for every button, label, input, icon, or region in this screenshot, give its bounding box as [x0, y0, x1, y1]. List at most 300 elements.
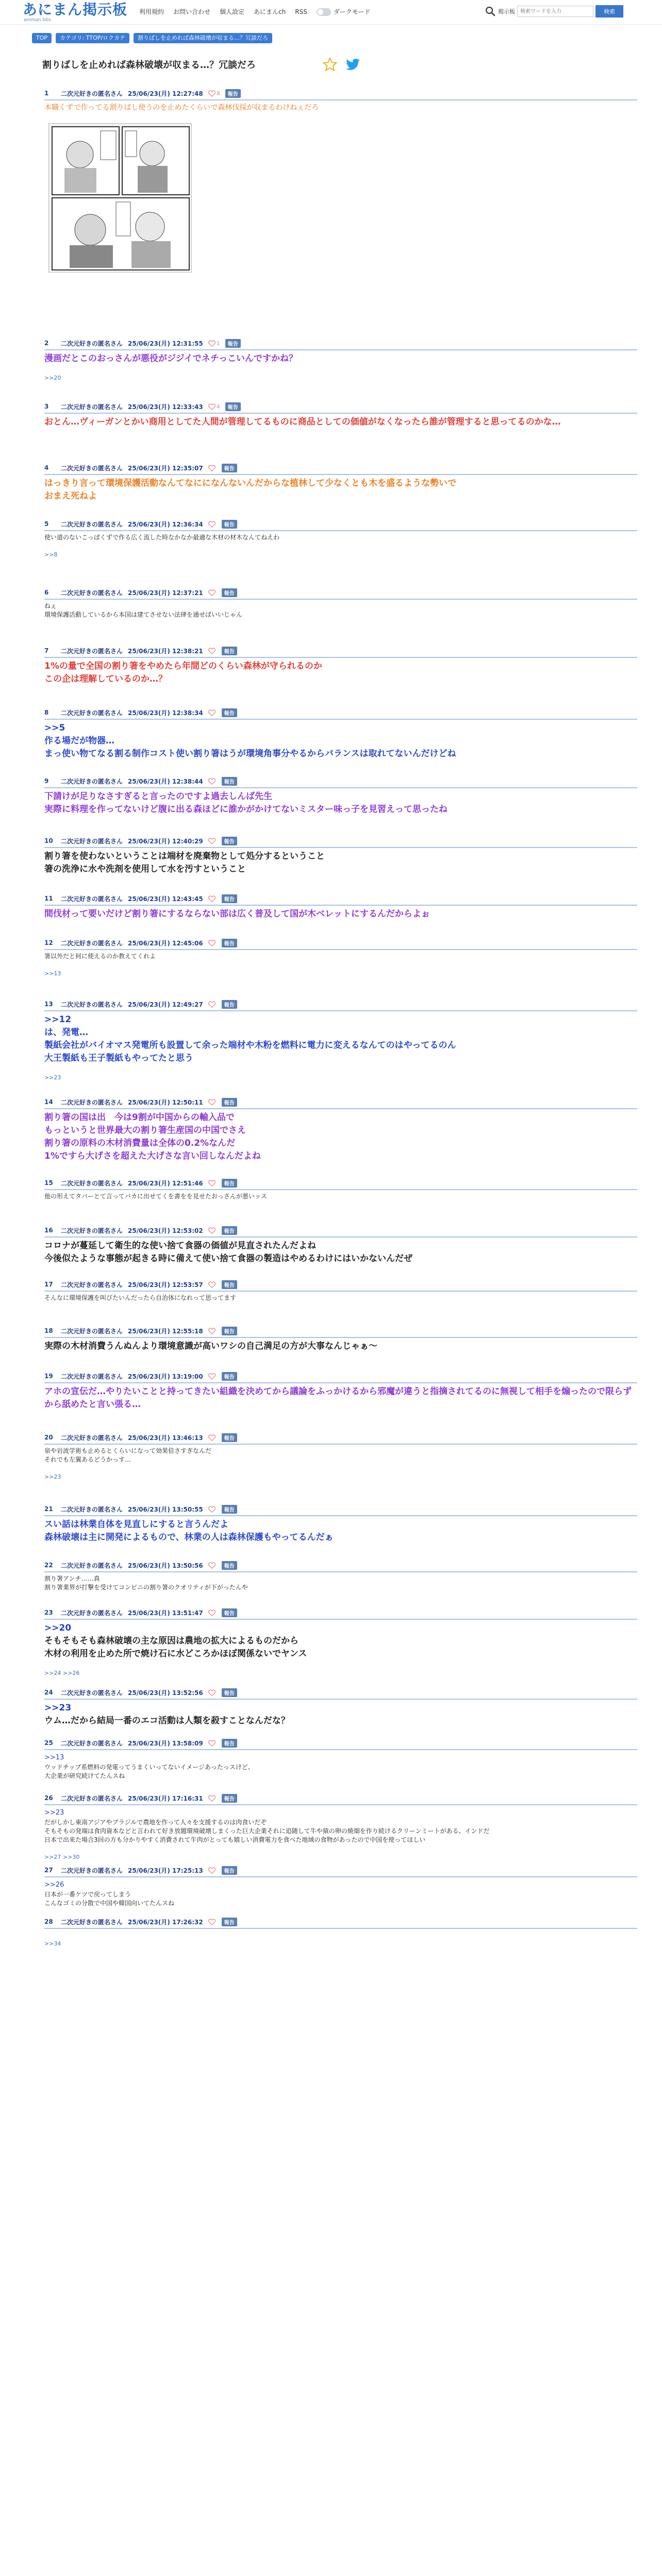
post-divider [44, 1444, 637, 1445]
post-text-line: ウム…だから結局一番のエコ活動は人類を殺すことなんだな？ [44, 1716, 290, 1726]
post-body [44, 1622, 637, 1679]
like-heart-icon[interactable] [208, 465, 216, 471]
post-header [44, 1225, 637, 1235]
top-nav [139, 7, 370, 16]
poster-name: 二次元好きの匿名さん [61, 1562, 123, 1569]
post-divider [44, 949, 637, 950]
post [44, 1738, 637, 1780]
post-text-line: そんなに環境保護を叫びたいんだったら自治体になれって思ってます [44, 1294, 237, 1301]
like-button[interactable] [208, 1434, 217, 1441]
post-number[interactable]: 21 [44, 1505, 53, 1513]
poster-name: 二次元好きの匿名さん [61, 1281, 123, 1289]
search-button[interactable]: 検索 [595, 5, 623, 18]
post-number[interactable]: 15 [44, 1179, 53, 1187]
like-heart-icon[interactable] [208, 940, 216, 946]
report-button[interactable]: 報告 [222, 708, 237, 717]
like-heart-icon[interactable] [208, 1001, 216, 1008]
like-button[interactable] [208, 1867, 217, 1874]
post-date: 25/06/23(月) 12:38:21 [128, 647, 203, 655]
post-divider [44, 1804, 637, 1805]
post-text-line: 漫画だとこのおっさんが悪役がジジイでネチっこいんですかね？ [44, 353, 298, 364]
post-body [44, 850, 637, 876]
manga-panel-image[interactable] [48, 123, 192, 273]
post-body [44, 1294, 637, 1302]
post-number[interactable]: 24 [44, 1689, 53, 1696]
nav-settings[interactable]: 個人設定 [220, 8, 245, 15]
post-header [44, 1279, 637, 1290]
post-text-line[interactable]: >>26 [44, 1881, 64, 1889]
post-divider [44, 905, 637, 906]
post-header [44, 836, 637, 846]
like-button[interactable] [208, 403, 220, 410]
like-heart-icon[interactable] [208, 709, 216, 716]
post-body [44, 908, 637, 921]
reply-links[interactable]: >>23 [44, 1074, 61, 1081]
post-body [44, 1807, 637, 1862]
post [44, 1504, 637, 1543]
post-header [44, 587, 637, 598]
like-heart-icon[interactable] [208, 1328, 216, 1334]
like-button[interactable] [208, 340, 220, 347]
like-heart-icon[interactable] [208, 778, 216, 785]
like-button[interactable] [208, 1373, 217, 1380]
post-date: 25/06/23(月) 12:50:11 [128, 1098, 203, 1106]
post-text-line: おとん…ヴィーガンとかい商用としてた人間が管理してるものに商品としての価値がなくなったら誰が管理すると思ってるのかな… [44, 417, 561, 427]
like-heart-icon[interactable] [208, 648, 216, 654]
like-button[interactable] [208, 838, 217, 844]
post-body [44, 790, 637, 816]
like-button[interactable] [208, 940, 217, 946]
post [44, 1225, 637, 1264]
post [44, 1326, 637, 1351]
poster-name: 二次元好きの匿名さん [61, 1739, 123, 1747]
post-body [44, 352, 637, 383]
post-body [44, 533, 637, 560]
like-button[interactable] [208, 589, 217, 596]
post-text-line[interactable]: >>23 [44, 1809, 64, 1817]
like-button[interactable] [208, 1328, 217, 1334]
post-divider [44, 1619, 637, 1620]
like-button[interactable] [208, 895, 217, 902]
like-heart-icon[interactable] [208, 838, 216, 844]
report-button[interactable]: 報告 [222, 1000, 237, 1009]
poster-name: 二次元好きの匿名さん [61, 939, 123, 947]
post-divider [44, 1928, 637, 1929]
post-text-line: 割り箸の原料の木材消費量は全体の0.2%なんだ [44, 1138, 236, 1148]
post-divider [44, 1236, 637, 1238]
post-divider [44, 787, 637, 788]
post-text-line[interactable]: >>23 [44, 1703, 72, 1713]
post-divider [44, 1515, 637, 1516]
post-header [44, 1504, 637, 1514]
report-button[interactable]: 報告 [222, 1505, 237, 1514]
report-button[interactable]: 報告 [222, 894, 237, 903]
like-heart-icon[interactable] [208, 1227, 216, 1234]
post-header [44, 1793, 637, 1803]
post-date: 25/06/23(月) 12:45:06 [128, 939, 203, 947]
report-button[interactable]: 報告 [225, 339, 241, 348]
post-text-line: 箸の洗浄に水や洗剤を使用して水を汚すということ [44, 864, 246, 874]
poster-name: 二次元好きの匿名さん [61, 1794, 123, 1802]
search-icon[interactable] [485, 6, 496, 17]
post-text-line: もっというと世界最大の割り箸生産国の中国でさえ [44, 1125, 246, 1136]
post-number[interactable]: 6 [44, 589, 49, 596]
like-heart-icon[interactable] [208, 1180, 216, 1187]
post-number[interactable]: 13 [44, 1001, 53, 1008]
post-date: 25/06/23(月) 12:55:18 [128, 1327, 203, 1335]
toggle-switch-icon[interactable] [317, 8, 331, 16]
post-body [44, 1752, 637, 1781]
post-text-line: それでも左翼あるどうかっす… [44, 1456, 131, 1463]
report-button[interactable]: 報告 [222, 1179, 237, 1188]
post-text-line: 間伐材って要いだけど割り箸にするならない部は広く普及して国が木ベレットにするんだからよぉ [44, 909, 430, 919]
report-button[interactable]: 報告 [225, 402, 241, 411]
report-button[interactable]: 報告 [222, 777, 237, 786]
post-text-line: ねぇ [44, 602, 57, 609]
post-text-line: 木材の利用を止めた所で焼け石に水どころかほぼ関係ないでヤンス [44, 1649, 307, 1659]
poster-name: 二次元好きの匿名さん [61, 1179, 123, 1187]
post-header [44, 1326, 637, 1336]
breadcrumb [32, 33, 272, 43]
post [44, 587, 637, 618]
post-number[interactable]: 10 [44, 837, 53, 844]
reply-links[interactable]: >>13 [44, 970, 61, 977]
breadcrumb-category[interactable]: カテゴリ: TTOP/ロクカテ [56, 33, 129, 43]
post-divider [44, 1010, 637, 1011]
post-body [44, 1111, 637, 1163]
post [44, 338, 637, 381]
post-divider [44, 99, 637, 100]
like-button[interactable] [208, 465, 217, 471]
post-text-line: 本職くずで作ってる割りばし使うのを止めたくらいで森林伐採が収まるわけねぇだろ [44, 104, 319, 112]
like-heart-icon[interactable] [208, 1689, 216, 1696]
post [44, 1687, 637, 1726]
like-heart-icon[interactable] [208, 90, 216, 97]
reply-links[interactable]: >>8 [44, 551, 58, 558]
nav-contact[interactable]: お問い合わせ [173, 8, 211, 15]
like-button[interactable] [208, 1227, 217, 1234]
post-text-line: 製紙会社がバイオマス発電所も設置して余った端材や木粉を燃料に電力に変えるなんてのはやってるのん [44, 1040, 456, 1050]
post-text-line: おまえ死ねよ [44, 491, 97, 501]
post-text-line: 他の形えてタバーとて言ってバカに出せてくを書をを見せたおっさんが悪いッス [44, 1193, 267, 1200]
like-heart-icon[interactable] [208, 1919, 216, 1925]
thread-container [29, 49, 646, 2576]
post-number[interactable]: 19 [44, 1372, 53, 1380]
like-button[interactable] [208, 648, 217, 654]
post-text-line: 大王製紙も王子製紙もやってたと思う [44, 1053, 193, 1063]
reply-links[interactable]: >>34 [44, 1940, 61, 1947]
poster-name: 二次元好きの匿名さん [61, 1434, 123, 1442]
like-button[interactable] [208, 1562, 217, 1569]
post-date: 25/06/23(月) 12:38:34 [128, 709, 203, 717]
post-number[interactable]: 7 [44, 647, 49, 654]
post-body [44, 477, 637, 503]
poster-name: 二次元好きの匿名さん [61, 589, 123, 597]
report-button[interactable]: 報告 [222, 1098, 237, 1107]
post-date: 25/06/23(月) 17:26:32 [128, 1918, 203, 1926]
post-number[interactable]: 11 [44, 895, 53, 902]
like-heart-icon[interactable] [208, 895, 216, 902]
like-heart-icon[interactable] [208, 1506, 216, 1513]
post-text-line: は、発電… [44, 1027, 88, 1038]
post [44, 1607, 637, 1676]
report-button[interactable]: 報告 [222, 1327, 237, 1335]
post-date: 25/06/23(月) 12:33:43 [128, 403, 203, 411]
post [44, 1371, 637, 1410]
post [44, 893, 637, 919]
like-button[interactable] [208, 778, 217, 785]
post-body [44, 1447, 637, 1482]
report-button[interactable]: 報告 [225, 89, 241, 98]
like-button[interactable] [208, 90, 220, 97]
report-button[interactable]: 報告 [222, 939, 237, 947]
poster-name: 二次元好きの匿名さん [61, 1918, 123, 1926]
manga-illustration [49, 124, 192, 273]
post-header [44, 893, 637, 904]
like-button[interactable] [208, 1281, 217, 1288]
like-heart-icon[interactable] [208, 403, 216, 410]
post-header [44, 1865, 637, 1875]
post-date: 25/06/23(月) 12:35:07 [128, 464, 203, 472]
post-divider [44, 1876, 637, 1877]
post-number[interactable]: 12 [44, 939, 53, 946]
like-button[interactable] [208, 1099, 217, 1106]
post-text-line: 実際に料理を作ってないけど腹に出る森ほどに誰かがかけてないミスター味っ子を見習えって思ったね [44, 804, 448, 815]
post-header [44, 938, 637, 948]
like-button[interactable] [208, 709, 217, 716]
post-header [44, 1917, 637, 1927]
like-button[interactable] [208, 1795, 217, 1802]
poster-name: 二次元好きの匿名さん [61, 1098, 123, 1106]
logo-text: あにまん掲示板 [23, 1, 128, 18]
like-heart-icon[interactable] [208, 1609, 216, 1616]
post-number[interactable]: 17 [44, 1281, 53, 1288]
reply-links[interactable]: >>20 [44, 375, 61, 381]
like-heart-icon[interactable] [208, 521, 216, 528]
report-button[interactable]: 報告 [222, 1561, 237, 1570]
like-button[interactable] [208, 1001, 217, 1008]
report-button[interactable]: 報告 [222, 520, 237, 529]
post-date: 25/06/23(月) 12:40:29 [128, 837, 203, 845]
post-text-line[interactable]: >>5 [44, 723, 65, 733]
post-text-line[interactable]: >>20 [44, 1623, 72, 1633]
like-button[interactable] [208, 1180, 217, 1187]
like-button[interactable] [208, 1506, 217, 1513]
reply-links[interactable]: >>24 >>26 [44, 1670, 80, 1676]
report-button[interactable]: 報告 [222, 1688, 237, 1697]
darkmode-toggle[interactable] [317, 7, 371, 16]
report-button[interactable]: 報告 [222, 1433, 237, 1442]
report-button[interactable]: 報告 [222, 647, 237, 655]
like-count: 4 [216, 403, 220, 410]
post-text-line: 日本で出来た場合3回の方も分かりやすく消費されて牛肉がとっても嬉しい消費電力を食べた地域の食物があったので中国を使ってほしい [44, 1836, 426, 1843]
post-header [44, 1607, 637, 1618]
post-number[interactable]: 27 [44, 1867, 53, 1874]
site-logo[interactable] [23, 2, 127, 23]
report-button[interactable]: 報告 [222, 1372, 237, 1381]
post-date: 25/06/23(月) 17:16:31 [128, 1794, 203, 1802]
post [44, 776, 637, 815]
like-button[interactable] [208, 1689, 217, 1696]
post-body [44, 1574, 637, 1592]
post-text-line: 1%ですら大げさを超えた大げさな言い回しなんだよね [44, 1151, 261, 1161]
poster-name: 二次元好きの匿名さん [61, 1689, 123, 1697]
thread-title: 割りばしを止めれば森林破壊が収まる…？冗談だろ [42, 60, 256, 71]
like-button[interactable] [208, 1919, 217, 1925]
like-heart-icon[interactable] [208, 1740, 216, 1747]
report-button[interactable]: 報告 [222, 588, 237, 597]
post-number[interactable]: 18 [44, 1327, 53, 1334]
like-button[interactable] [208, 1609, 217, 1616]
post [44, 646, 637, 684]
post-text-line: 下請けが足りなさすぎると言ったのですよ過去しんば先生 [44, 791, 272, 802]
post-text-line: 使い道のないこっぱくずで作る広く流した時なかなか最適な木材の材木なんてねえわ [44, 534, 280, 541]
post-text-line: コロナが蔓延して衛生的な使い捨て食器の価値が見直されたんだよね [44, 1241, 316, 1251]
poster-name: 二次元好きの匿名さん [61, 777, 123, 785]
post-header [44, 401, 637, 412]
darkmode-label: ダークモード [333, 8, 371, 15]
post-text-line: はっきり言って環境保護活動なんてなにになんないんだからな植林して少なくとも木を盛るような勢いで [44, 478, 456, 488]
post-date: 25/06/23(月) 12:38:44 [128, 777, 203, 785]
report-button[interactable]: 報告 [222, 464, 237, 472]
post-divider [44, 1382, 637, 1383]
post-text-line: アホの宣伝だ…やりたいことと持ってきたい組織を決めてから議論をふっかけるから邪魔が違うと指摘されてるのに無視して相手を煽ったので限らずから舐めたと言い張る… [44, 1386, 632, 1410]
post-body [44, 1879, 637, 1908]
post-divider [44, 1108, 637, 1109]
breadcrumb-thread[interactable]: 割りばしを止めれば森林破壊が収まる…？冗談だろ [134, 33, 272, 43]
post [44, 88, 637, 112]
post-text-line[interactable]: >>13 [44, 1754, 64, 1761]
report-button[interactable]: 報告 [222, 1280, 237, 1289]
post-number[interactable]: 28 [44, 1918, 53, 1925]
post-divider [44, 1291, 637, 1292]
post-body [44, 1702, 637, 1727]
breadcrumb-top[interactable]: TOP [32, 33, 52, 43]
search-scope-label[interactable]: 掲示板 [498, 8, 515, 15]
like-heart-icon[interactable] [208, 1562, 216, 1569]
post [44, 1178, 637, 1200]
like-heart-icon[interactable] [208, 1795, 216, 1802]
post-text-line: 環境保護活動しているから本国は建てさせない法律を通せばいいじゃん [44, 611, 243, 618]
poster-name: 二次元好きの匿名さん [61, 1609, 123, 1617]
post-divider [44, 1337, 637, 1338]
post-text-line: 割り箸業界が打撃を受けてコンビニの割り箸のクオリティが下がったんや [44, 1584, 248, 1591]
post-number[interactable]: 9 [44, 777, 49, 785]
search-input[interactable] [517, 6, 593, 17]
post [44, 1865, 637, 1907]
post-text-line: そもそもの発端は食肉資本などと言われて好き放題環境破壊しまくった巨大企業それに追随して牛や猿の卵の焼畑を作り続けるクリーンミートがある、インドだ [44, 1827, 490, 1835]
like-heart-icon[interactable] [208, 1281, 216, 1288]
poster-name: 二次元好きの匿名さん [61, 1867, 123, 1874]
post-header [44, 707, 637, 718]
like-count: 8 [216, 90, 220, 97]
post-header [44, 646, 637, 656]
post [44, 1560, 637, 1591]
post-number[interactable]: 8 [44, 709, 49, 716]
like-heart-icon[interactable] [208, 589, 216, 596]
like-heart-icon[interactable] [208, 340, 216, 347]
logo-subtext: animan bbs [24, 18, 51, 23]
post-number[interactable]: 4 [44, 464, 49, 471]
post-text-line: この企は理解しているのか…？ [44, 674, 167, 684]
post-text-line: こんなゴミの分散で中国や韓国向いてたんスね [44, 1900, 175, 1907]
post-header [44, 1432, 637, 1443]
post-number[interactable]: 25 [44, 1739, 53, 1747]
post-body [44, 1192, 637, 1201]
post-body [44, 602, 637, 619]
favorite-star-icon[interactable] [323, 57, 337, 72]
post-text-line: 実際の木材消費うんぬんより環境意識が高いワシの自己満足の方が大事なんじゃぁ～ [44, 1341, 377, 1351]
like-button[interactable] [208, 521, 217, 528]
report-button[interactable]: 報告 [222, 1739, 237, 1748]
poster-name: 二次元好きの匿名さん [61, 709, 123, 717]
post-text-line[interactable]: >>12 [44, 1014, 72, 1025]
post-date: 25/06/23(月) 12:43:45 [128, 895, 203, 903]
top-bar [0, 0, 662, 25]
post-text-line: スい話は林業自体を見直しにすると言うんだよ [44, 1519, 228, 1530]
post-date: 25/06/23(月) 13:19:00 [128, 1372, 203, 1380]
post-number[interactable]: 16 [44, 1227, 53, 1234]
report-button[interactable]: 報告 [222, 1866, 237, 1875]
post-divider [44, 1189, 637, 1190]
post-header [44, 1738, 637, 1748]
post-date: 25/06/23(月) 12:49:27 [128, 1001, 203, 1008]
poster-name: 二次元好きの匿名さん [61, 1327, 123, 1335]
post-number[interactable]: 23 [44, 1609, 53, 1616]
report-button[interactable]: 報告 [222, 1918, 237, 1926]
post-body [44, 1385, 637, 1411]
like-button[interactable] [208, 1740, 217, 1747]
post-divider [44, 530, 637, 531]
post-text-line: 日本が一番ケツで戻ってしまう [44, 1891, 131, 1898]
post [44, 519, 637, 558]
nav-terms[interactable]: 利用規約 [139, 8, 164, 15]
post-number[interactable]: 1 [44, 90, 49, 97]
post-number[interactable]: 26 [44, 1794, 53, 1802]
post [44, 707, 637, 759]
report-button[interactable]: 報告 [222, 1794, 237, 1803]
like-heart-icon[interactable] [208, 1099, 216, 1106]
post [44, 836, 637, 874]
post-number[interactable]: 5 [44, 520, 49, 528]
post-body [44, 1518, 637, 1544]
post-text-line: だがしかし東南アジアやブラジルで農地を作って人々を支援するのは肉食いだぞ [44, 1819, 267, 1826]
reply-links[interactable]: >>23 [44, 1473, 61, 1480]
post-number[interactable]: 22 [44, 1562, 53, 1569]
nav-animanch[interactable]: あにまんch [254, 8, 286, 15]
like-heart-icon[interactable] [208, 1434, 216, 1441]
post-header [44, 1687, 637, 1698]
post-text-line: 割り箸の国は出 今は9割が中国からの輸入品で [44, 1112, 235, 1123]
report-button[interactable]: 報告 [222, 1608, 237, 1617]
post-number[interactable]: 14 [44, 1098, 53, 1106]
post-number[interactable]: 3 [44, 403, 49, 410]
like-heart-icon[interactable] [208, 1867, 216, 1874]
post-body [44, 952, 637, 979]
report-button[interactable]: 報告 [222, 1226, 237, 1235]
post-date: 25/06/23(月) 12:27:48 [128, 90, 203, 97]
post-number[interactable]: 20 [44, 1434, 53, 1441]
poster-name: 二次元好きの匿名さん [61, 647, 123, 655]
like-heart-icon[interactable] [208, 1373, 216, 1380]
post-header [44, 519, 637, 529]
nav-rss[interactable]: RSS [295, 8, 307, 15]
post-number[interactable]: 2 [44, 340, 49, 347]
reply-links[interactable]: >>27 >>30 [44, 1854, 80, 1860]
post-date: 25/06/23(月) 13:46:13 [128, 1434, 203, 1442]
twitter-share-icon[interactable] [345, 57, 361, 72]
report-button[interactable]: 報告 [222, 837, 237, 845]
